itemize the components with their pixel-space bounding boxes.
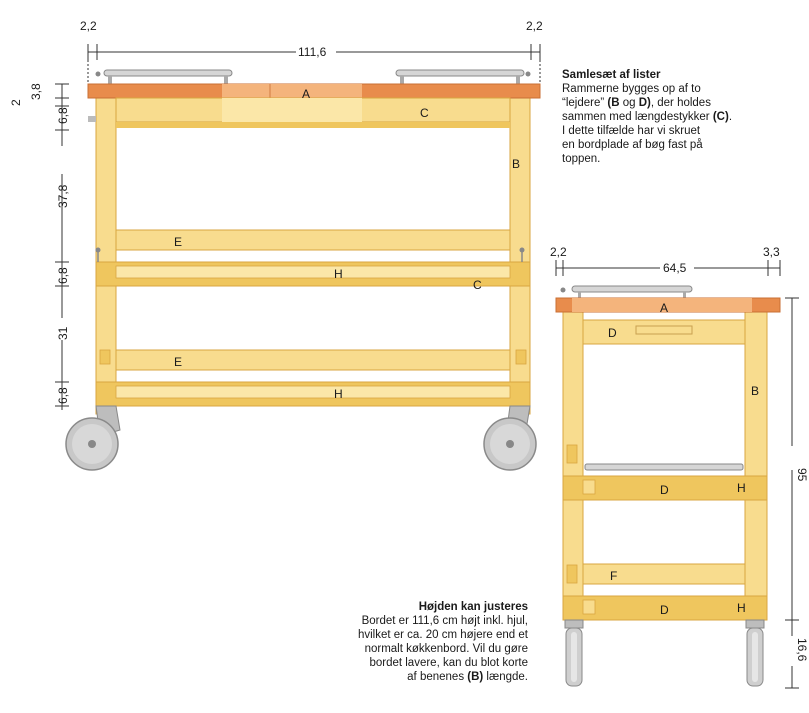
caption-assembly-line: toppen.: [562, 153, 601, 165]
side-rail-f: [583, 564, 745, 584]
side-wheel-left: [565, 620, 583, 686]
front-leg-right: [510, 98, 530, 414]
bolt: [96, 72, 101, 77]
dim-v4: 37,8: [56, 184, 70, 208]
caption-bold-ref: D): [638, 97, 651, 109]
caption-assembly-title: Samlesæt af lister: [562, 69, 661, 81]
front-label-b: B: [512, 157, 521, 171]
front-view: [9, 19, 543, 470]
side-label-d1: D: [608, 326, 617, 340]
side-view: [550, 245, 809, 688]
side-leg-right: [745, 312, 767, 620]
caption-assembly-line: I dette tilfælde har vi skruet: [562, 125, 701, 137]
dim-v3: 6,8: [56, 107, 70, 124]
caption-text: , der holdes: [650, 97, 711, 109]
front-apron-shadow: [116, 122, 510, 128]
dim-front-top-right: 2,2: [526, 19, 543, 33]
side-vertical-dimension: [785, 298, 799, 688]
side-label-d3: D: [660, 603, 669, 617]
caption-text: og: [619, 97, 639, 109]
front-label-c2: C: [473, 278, 482, 292]
caption-height-line: [340, 670, 528, 684]
side-shelf-tray: [585, 464, 743, 470]
front-tabletop-highlight: [222, 84, 362, 98]
dim-v7: 6,8: [56, 387, 70, 404]
dim-side-middle: 64,5: [663, 261, 687, 275]
front-label-e2: E: [174, 355, 183, 369]
caption-bold-ref: (B: [607, 97, 620, 109]
bolt: [526, 72, 531, 77]
caption-height-line: Bordet er 111,6 cm højt inkl. hjul,: [361, 615, 528, 627]
caption-assembly-line: [562, 96, 762, 110]
front-slat-h-lower: [116, 386, 510, 398]
dim-v6: 31: [56, 326, 70, 340]
side-label-d2: D: [660, 483, 669, 497]
caption-height-line: normalt køkkenbord. Vil du gøre: [364, 643, 528, 655]
front-vertical-dimension: [55, 84, 69, 410]
dim-side-right: 3,3: [763, 245, 780, 259]
caption-assembly-line: en bordplade af bøg fast på: [562, 139, 703, 151]
caption-text: af benenes: [407, 671, 468, 683]
front-label-h1: H: [334, 267, 343, 281]
dim-front-total-width: 111,6: [298, 45, 327, 59]
front-leg-left: [96, 98, 116, 414]
front-vertical-labels: [9, 83, 70, 404]
dim-side-left: 2,2: [550, 245, 567, 259]
front-label-e1: E: [174, 235, 183, 249]
front-label-a: A: [302, 87, 311, 101]
caption-text: længde.: [483, 671, 528, 683]
bolt: [88, 116, 96, 122]
side-wheel-right: [746, 620, 764, 686]
side-label-f: F: [610, 569, 618, 583]
dim-v2: 2: [9, 99, 23, 106]
caption-bold-ref: (C): [712, 111, 729, 123]
dim-side-wheel: 16,6: [795, 638, 809, 662]
front-wheel-right: [484, 406, 536, 470]
caption-assembly: [562, 68, 762, 166]
side-label-b: B: [751, 384, 760, 398]
caption-height: [340, 600, 528, 684]
dim-v1: 3,8: [29, 83, 43, 100]
side-label-h1: H: [737, 481, 746, 495]
front-label-c1: C: [420, 106, 429, 120]
caption-text: sammen med længdestykker: [562, 111, 713, 123]
side-label-a: A: [660, 301, 669, 315]
caption-height-title: Højden kan justeres: [418, 601, 528, 613]
side-label-h2: H: [737, 601, 746, 615]
caption-text: .: [728, 111, 733, 123]
dim-v5: 6,8: [56, 267, 70, 284]
caption-bold-ref: (B): [467, 671, 484, 683]
caption-text: “lejdere”: [562, 97, 608, 109]
caption-assembly-line: [562, 110, 762, 124]
dim-front-top-left: 2,2: [80, 19, 97, 33]
front-wheel-left: [66, 406, 120, 470]
dim-side-height: 95: [795, 468, 809, 482]
caption-height-line: hvilket er ca. 20 cm højere end et: [357, 629, 528, 641]
front-apron-highlight: [222, 98, 362, 122]
front-label-h2: H: [334, 387, 343, 401]
caption-assembly-line: Rammerne bygges op af to: [562, 83, 701, 95]
caption-height-line: bordet lavere, kan du blot korte: [369, 657, 528, 669]
front-slat-h-upper: [116, 266, 510, 278]
